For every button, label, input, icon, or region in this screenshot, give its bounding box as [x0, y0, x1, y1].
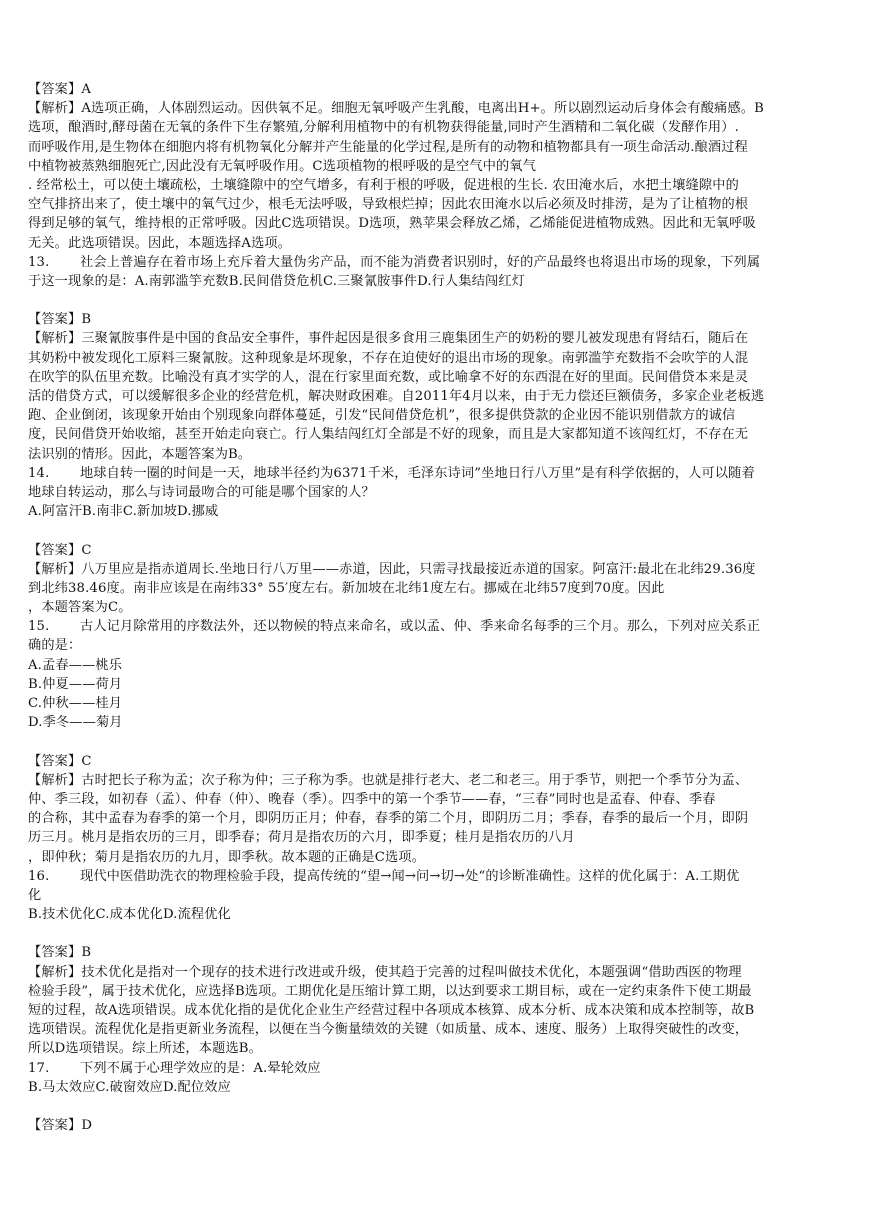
question-number: 15. [28, 619, 50, 635]
question-number: 17. [28, 1060, 50, 1076]
analysis-line: 度，民间借贷开始收缩，甚至开始走向衰亡。行人集结闯红灯全部是不好的现象，而且是大家都知道不该闯红灯，不存在无 [28, 427, 749, 443]
option-a: A.孟春——桃乐 [28, 657, 123, 673]
question-line [28, 867, 869, 886]
answer-label: 【答案】C [28, 753, 92, 769]
analysis-line: 其奶粉中被发现化工原料三聚氰胺。这种现象是坏现象，不存在迫使好的退出市场的现象。南郭滥竽充数指不会吹竽的人混 [28, 350, 749, 366]
analysis-line: 【解析】古时把长子称为孟；次子称为仲；三子称为季。也就是排行老大、老二和老三。用于季节，则把一个季节分为孟、 [28, 772, 749, 788]
question-line [28, 1059, 869, 1078]
analysis-line: 历三月。桃月是指农历的三月，即季春；荷月是指农历的六月，即季夏；桂月是指农历的八月 [28, 830, 575, 846]
question-text: 下列不属于心理学效应的是：A.晕轮效应 [80, 1060, 321, 1076]
answer-label: 【答案】A [28, 82, 92, 97]
answer-label: 【答案】B [28, 945, 92, 961]
analysis-line: 【解析】A选项正确，人体剧烈运动。因供氧不足。细胞无氧呼吸产生乳酸，电离出H+。所以剧烈运动后身体会有酸痛感。B [28, 101, 764, 117]
answer-label: 【答案】B [28, 312, 92, 328]
question-text: 现代中医借助洗衣的物理检验手段，提高传统的“望→闻→问→切→处“的诊断准确性。这样的优化属于：A.工期优 [80, 868, 740, 884]
analysis-line: 空气排挤出来了，使土壤中的氧气过少，根毛无法呼吸，导致根烂掉；因此农田淹水以后必须及时排涝，是为了让植物的根 [28, 197, 749, 213]
option-d: D.季冬——菊月 [28, 715, 123, 731]
analysis-line: . 经常松土，可以使土壤疏松，土壤缝隙中的空气增多，有利于根的呼吸，促进根的生长. 农田淹水后，水把土壤缝隙中的 [28, 177, 739, 193]
analysis-line: 【解析】八万里应是指赤道周长.坐地日行八万里——赤道，因此，只需寻找最接近赤道的国家。阿富汗:最北在北纬29.36度 [28, 561, 756, 577]
question-line [28, 464, 869, 483]
analysis-line: 跑、企业倒闭，该现象开始由个别现象向群体蔓延，引发“民间借贷危机”，很多提供贷款的企业因不能识别借款方的诚信 [28, 408, 736, 424]
analysis-line: 【解析】三聚氰胺事件是中国的食品安全事件，事件起因是很多食用三鹿集团生产的奶粉的婴儿被发现患有肾结石，随后在 [28, 331, 749, 347]
question-options: A.阿富汗B.南非C.新加坡D.挪威 [28, 504, 219, 520]
analysis-line: 选项错误。流程优化是指更新业务流程，以便在当今衡量绩效的关键（如质量、成本、速度、服务）上取得突破性的改变， [28, 1022, 749, 1038]
analysis-line: 检验手段”，属于技术优化，应选择B选项。工期优化是压缩计算工期，以达到要求工期目标，或在一定约束条件下使工期最 [28, 983, 752, 999]
question-text: 地球自转一圈的时间是一天，地球半径约为6371千米，毛泽东诗词”坐地日行八万里”是有科学依据的，人可以随着 [80, 465, 755, 481]
option-b: B.仲夏——荷月 [28, 676, 123, 692]
analysis-line: ，本题答案为C。 [28, 600, 132, 616]
question-text: 社会上普遍存在着市场上充斥着大量伪劣产品，而不能为消费者识别时，好的产品最终也将退出市场的现象，下列属 [80, 254, 761, 270]
analysis-line: 【解析】技术优化是指对一个现存的技术进行改进或升级，使其趋于完善的过程叫做技术优化，本题强调“借助西医的物理 [28, 964, 742, 980]
analysis-line: 选项，酿酒时,酵母菌在无氧的条件下生存繁殖,分解利用植物中的有机物获得能量,同时产生酒精和二氧化碳（发酵作用）. [28, 120, 739, 136]
analysis-line: 得到足够的氧气，维持根的正常呼吸。因此C选项错误。D选项，熟苹果会释放乙烯，乙烯能促进植物成熟。因此和无氧呼吸 [28, 216, 756, 232]
question-number: 13. [28, 254, 50, 270]
question-line [28, 253, 869, 272]
analysis-line: 无关。此选项错误。因此，本题选择A选项。 [28, 235, 292, 251]
question-line: 于这一现象的是：A.南郭滥竽充数B.民间借贷危机C.三聚氰胺事件D.行人集结闯红灯 [28, 273, 526, 289]
analysis-line: 仲、季三段，如初春（孟）、仲春（仲）、晚春（季）。四季中的第一个季节——春，“三春”同时也是孟春、仲春、季春 [28, 791, 716, 807]
analysis-line: 法识别的情形。因此，本题答案为B。 [28, 446, 252, 462]
question-number: 14. [28, 465, 50, 481]
analysis-line: 到北纬38.46度。南非应该是在南纬33° 55′度左右。新加坡在北纬1度左右。挪威在北纬57度到70度。因此 [28, 580, 665, 596]
analysis-line: 短的过程，故A选项错误。成本优化指的是优化企业生产经营过程中各项成本核算、成本分析、成本决策和成本控制等，故B [28, 1003, 755, 1018]
question-line: 确的是： [28, 638, 82, 654]
option-c: C.仲秋——桂月 [28, 696, 123, 711]
question-line: B.技术优化C.成本优化D.流程优化 [28, 907, 231, 923]
question-line: 化 [28, 887, 42, 903]
answer-label: 【答案】D [28, 1118, 93, 1134]
analysis-line: 所以D选项错误。综上所述，本题选B。 [28, 1041, 262, 1057]
question-line: B.马太效应C.破窗效应D.配位效应 [28, 1079, 231, 1095]
question-line [28, 617, 869, 636]
question-text: 古人记月除常用的序数法外，还以物候的特点来命名，或以孟、仲、季来命名每季的三个月。那么，下列对应关系正 [80, 619, 761, 635]
analysis-line: 活的借贷方式，可以缓解很多企业的经营危机，解决财政困难。自2011年4月以来，由于无力偿还巨额债务，多家企业老板逃 [28, 389, 765, 404]
document-page [28, 80, 869, 1135]
analysis-line: 而呼吸作用,是生物体在细胞内将有机物氧化分解并产生能量的化学过程,是所有的动物和植物都具有一项生命活动.酿酒过程 [28, 139, 748, 155]
analysis-line: 在吹竽的队伍里充数。比喻没有真才实学的人，混在行家里面充数，或比喻拿不好的东西混在好的里面。民间借贷本来是灵 [28, 369, 749, 385]
answer-label: 【答案】C [28, 542, 92, 558]
question-number: 16. [28, 868, 50, 884]
analysis-line: 的合称，其中孟春为春季的第一个月，即阴历正月；仲春，春季的第二个月，即阴历二月；季春，春季的最后一个月，即阴 [28, 811, 749, 827]
analysis-line: ，即仲秋；菊月是指农历的九月，即季秋。故本题的正确是C选项。 [28, 849, 426, 865]
question-line: 地球自转运动，那么与诗词最吻合的可能是哪个国家的人？ [28, 484, 375, 500]
analysis-line: 中植物被蒸熟细胞死亡,因此没有无氧呼吸作用。C选项植物的根呼吸的是空气中的氧气 [28, 158, 537, 174]
